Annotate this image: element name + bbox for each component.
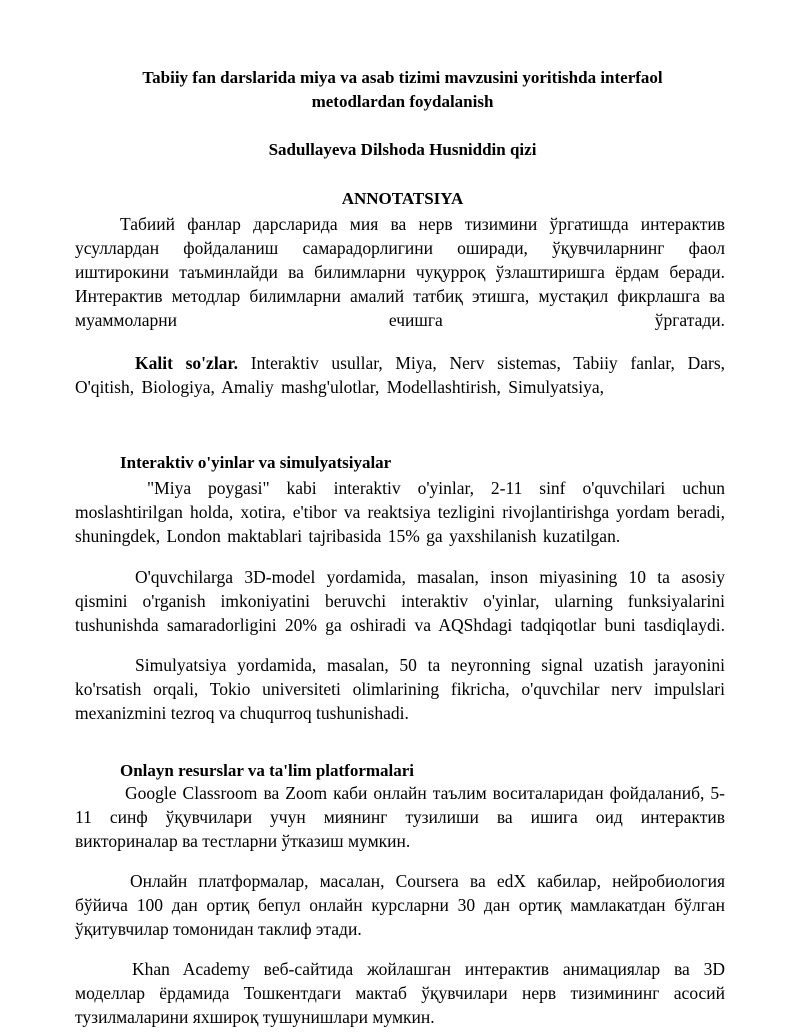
paragraph-line: тузилмаларини яхшироқ тушунишлари мумкин. [75, 1007, 435, 1027]
keywords-line-2: O'qitish, Biologiya, Amaliy mashg'ulotlar, Modellashtirish, Simulyatsiya, [75, 377, 605, 397]
paragraph-line: moslashtirilgan holda, xotira, e'tibor va reaktsiya tezligini rivojlantirishga yordam beradi, [75, 502, 725, 522]
paragraph-line: mexanizmini tezroq va chuqurroq tushunishadi. [75, 703, 409, 723]
paragraph-line: ўқитувчилар томонидан таклиф этади. [75, 919, 362, 939]
paragraph [75, 957, 725, 1029]
paragraph-line: 11 синф ўқувчилари учун миянинг тузилиши ва ишига оид интерактив [75, 807, 725, 827]
paragraph-line: Simulyatsiya yordamida, masalan, 50 ta neyronning signal uzatish jarayonini [135, 655, 725, 675]
paragraph-line: tushunishda samaradorligini 20% ga oshiradi va AQShdagi tadqiqotlar buni tasdiqlaydi. [75, 615, 725, 635]
keywords-line-1 [75, 351, 725, 375]
paragraph-line: бўйича 100 дан ортиқ бепул онлайн курсларни 30 дан ортиқ мамлакатдан бўлган [75, 895, 725, 915]
keywords-text-1: Interaktiv usullar, Miya, Nerv sistemas, Tabiiy fanlar, Dars, [250, 353, 725, 373]
paragraph [75, 565, 725, 637]
paragraph-line: Онлайн платформалар, масалан, Coursera ва edX кабилар, нейробиология [130, 871, 725, 891]
title-line-2: metodlardan foydalanish [311, 92, 494, 111]
paragraph-line: Khan Academy веб-сайтида жойлашган интерактив анимациялар ва 3D [132, 959, 725, 979]
paragraph-line: "Miya poygasi" kabi interaktiv o'yinlar, 2-11 sinf o'quvchilari uchun [147, 478, 725, 498]
title-line-1: Tabiiy fan darslarida miya va asab tizimi mavzusini yoritishda interfaol [142, 68, 663, 87]
annotation-line: усуллардан фойдаланиш самарадорлигини оширади, ўқувчиларнинг фаол [75, 238, 725, 258]
annotation-paragraph [75, 212, 725, 332]
paragraph-line: shuningdek, London maktablari tajribasida 15% ga yaxshilanish kuzatilgan. [75, 526, 621, 546]
paragraph [75, 476, 725, 548]
paper-title [90, 66, 715, 114]
keywords-label: Kalit so'zlar. [135, 353, 238, 373]
paragraph [75, 869, 725, 941]
paragraph-line: моделлар ёрдамида Тошкентдаги мактаб ўқувчилари нерв тизимининг асосий [75, 983, 725, 1003]
annotation-line: Интерактив методлар билимларни амалий татбиқ этишга, мустақил фикрлашга ва [75, 286, 725, 306]
paragraph [75, 653, 725, 725]
paragraph-line: ko'rsatish orqali, Tokio universiteti olimlarining fikricha, o'quvchilar nerv impulslari [75, 679, 725, 699]
annotation-heading: ANNOTATSIYA [341, 189, 464, 208]
keywords-paragraph [75, 351, 725, 399]
paragraph-line: Google Classroom ва Zoom каби онлайн таълим воситаларидан фойдаланиб, 5- [125, 783, 725, 803]
section-heading-online: Onlayn resurslar va ta'lim platformalari [120, 761, 415, 780]
paragraph-line: O'quvchilarga 3D-model yordamida, masalan, inson miyasining 10 ta asosiy [135, 567, 725, 587]
paragraph-line: викториналар ва тестларни ўтказиш мумкин. [75, 831, 411, 851]
annotation-line: муаммоларни ечишга ўргатади. [75, 310, 725, 330]
section-heading-games: Interaktiv o'yinlar va simulyatsiyalar [120, 453, 392, 472]
annotation-line: иштирокини таъминлайди ва билимларни чуқурроқ ўзлаштиришга ёрдам беради. [75, 262, 725, 282]
annotation-line: Табиий фанлар дарсларида мия ва нерв тизимини ўргатишда интерактив [120, 214, 725, 234]
paragraph [75, 781, 725, 853]
author-name: Sadullayeva Dilshoda Husniddin qizi [268, 140, 537, 159]
paragraph-line: qismini o'rganish imkoniyatini beruvchi interaktiv o'yinlar, ularning funksiyalarini [75, 591, 725, 611]
